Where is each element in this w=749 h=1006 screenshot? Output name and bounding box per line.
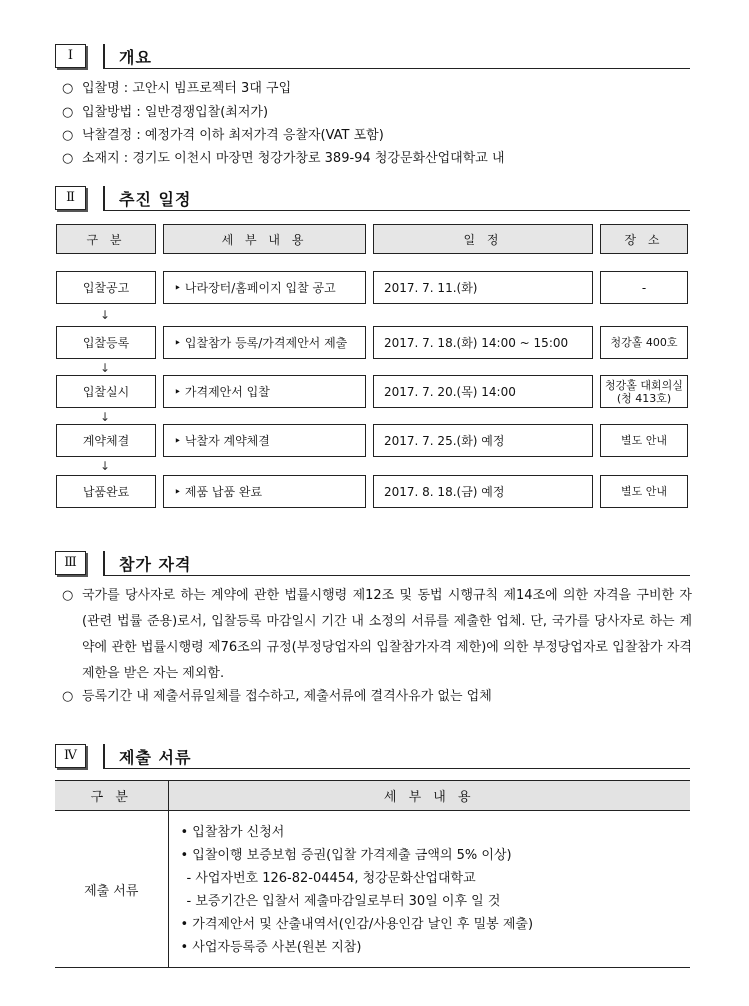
schedule-detail: ‣ 입찰참가 등록/가격제안서 제출 (163, 326, 366, 359)
section-3-header (55, 551, 690, 577)
schedule-date: 2017. 7. 20.(목) 14:00 (373, 375, 593, 408)
qualification-item: ○ 등록기간 내 제출서류일체를 접수하고, 제출서류에 결격사유가 없는 업체 (62, 684, 692, 710)
schedule-stage: 납품완료 (56, 475, 156, 508)
overview-item: ○ 입찰방법 : 일반경쟁입찰(최저가) (62, 105, 269, 120)
section-title: 추진 일정 (119, 190, 192, 209)
section-title: 개요 (119, 48, 152, 67)
category-cell: 제출 서류 (55, 811, 168, 968)
qualification-item: ○ 국가를 당사자로 하는 계약에 관한 법률시행령 제12조 및 동법 시행규칙 제14조에 의한 자격을 구비한 자(관련 법률 준용)로서, 입찰등록 마감일시 기간 내 소정의 서류를 제출한 업체. 단, 국가를 당사자로 하는 계약에 관한 법률시행령 제76조의 규정(부정당업자의 입찰참가자격 제한)에 의한 부정당업자로 입찰참가 자격제한을 받은 자는 제외함. (62, 583, 692, 687)
circle-bullet-icon: ○ (62, 105, 74, 120)
divider (103, 744, 105, 768)
column-header: 세 부 내 용 (168, 781, 690, 811)
schedule-stage: 입찰등록 (56, 326, 156, 359)
schedule-stage: 입찰실시 (56, 375, 156, 408)
arrow-down-icon: ↓ (100, 410, 111, 424)
schedule-header: 세 부 내 용 (163, 224, 366, 254)
schedule-date: 2017. 7. 18.(화) 14:00 ~ 15:00 (373, 326, 593, 359)
schedule-header: 장 소 (600, 224, 688, 254)
schedule-stage: 입찰공고 (56, 271, 156, 304)
arrow-down-icon: ↓ (100, 459, 111, 473)
arrow-down-icon: ↓ (100, 308, 111, 322)
schedule-date: 2017. 7. 25.(화) 예정 (373, 424, 593, 457)
schedule-place: 청강홀 400호 (600, 326, 688, 359)
divider (103, 186, 105, 210)
schedule-header: 일 정 (373, 224, 593, 254)
list-item: - 사업자번호 126-82-04454, 청강문화산업대학교 (186, 871, 476, 886)
divider (103, 68, 690, 69)
schedule-place: 별도 안내 (600, 424, 688, 457)
section-2-header (55, 186, 690, 212)
divider (103, 551, 105, 575)
section-4-header (55, 744, 690, 770)
schedule-detail: ‣ 가격제안서 입찰 (163, 375, 366, 408)
section-title: 제출 서류 (119, 748, 192, 767)
circle-bullet-icon: ○ (62, 81, 74, 96)
divider (103, 210, 690, 211)
divider (103, 575, 690, 576)
circle-bullet-icon: ○ (62, 128, 74, 143)
divider (103, 768, 690, 769)
schedule-stage: 계약체결 (56, 424, 156, 457)
schedule-date: 2017. 7. 11.(화) (373, 271, 593, 304)
list-item: • 입찰이행 보증보험 증권(입찰 가격제출 금액의 5% 이상) (180, 848, 512, 863)
list-item: • 가격제안서 및 산출내역서(인감/사용인감 날인 후 밀봉 제출) (180, 917, 534, 932)
schedule-detail: ‣ 나라장터/홈페이지 입찰 공고 (163, 271, 366, 304)
schedule-date: 2017. 8. 18.(금) 예정 (373, 475, 593, 508)
schedule-header: 구 분 (56, 224, 156, 254)
list-item: • 입찰참가 신청서 (180, 825, 285, 840)
details-cell (168, 811, 690, 968)
section-number: Ⅳ (55, 744, 86, 768)
section-1-header (55, 44, 690, 70)
schedule-place: - (600, 271, 688, 304)
table-header-row (55, 781, 690, 811)
section-title: 참가 자격 (119, 555, 192, 574)
arrow-down-icon: ↓ (100, 361, 111, 375)
circle-bullet-icon: ○ (62, 689, 74, 704)
list-item: - 보증기간은 입찰서 제출마감일로부터 30일 이후 일 것 (186, 894, 501, 909)
table-row (55, 811, 690, 968)
schedule-place: 청강홀 대회의실 (청 413호) (600, 375, 688, 408)
schedule-detail: ‣ 낙찰자 계약체결 (163, 424, 366, 457)
circle-bullet-icon: ○ (62, 151, 74, 166)
schedule-place: 별도 안내 (600, 475, 688, 508)
overview-item: ○ 소재지 : 경기도 이천시 마장면 청강가창로 389-94 청강문화산업대학교 내 (62, 151, 505, 166)
section-number: Ⅱ (55, 186, 86, 210)
divider (103, 44, 105, 68)
documents-table (55, 780, 690, 968)
schedule-detail: ‣ 제품 납품 완료 (163, 475, 366, 508)
section-number: Ⅰ (55, 44, 86, 68)
circle-bullet-icon: ○ (62, 588, 74, 603)
section-number: Ⅲ (55, 551, 86, 575)
list-item: • 사업자등록증 사본(원본 지참) (180, 940, 362, 955)
overview-item: ○ 입찰명 : 고안시 빔프로젝터 3대 구입 (62, 81, 292, 96)
overview-item: ○ 낙찰결정 : 예정가격 이하 최저가격 응찰자(VAT 포함) (62, 128, 384, 143)
column-header: 구 분 (55, 781, 168, 811)
